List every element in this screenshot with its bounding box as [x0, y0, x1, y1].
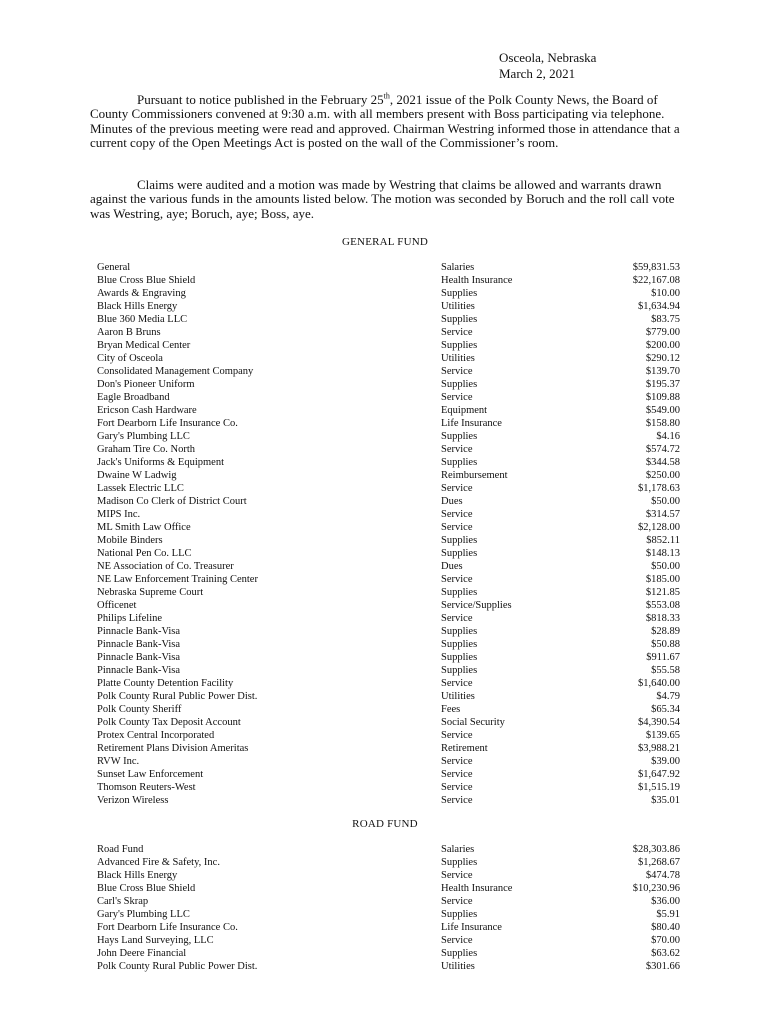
claim-type: Supplies [441, 548, 478, 559]
claim-amount: $1,640.00 [638, 678, 680, 689]
claim-amount: $28,303.86 [632, 844, 680, 855]
claimant-name: General [97, 262, 131, 273]
claim-type: Supplies [441, 340, 478, 351]
claim-type: Salaries [441, 262, 475, 273]
table-row [97, 404, 680, 417]
table-row [97, 599, 680, 612]
claim-amount: $290.12 [645, 353, 680, 364]
claim-amount: $195.37 [645, 379, 680, 390]
table-row [97, 456, 680, 469]
header-date: March 2, 2021 [499, 66, 576, 81]
claimant-name: Advanced Fire & Safety, Inc. [97, 857, 220, 868]
table-row [97, 947, 680, 960]
claim-amount: $148.13 [645, 548, 680, 559]
claimant-name: Thomson Reuters-West [97, 782, 196, 793]
claim-amount: $35.01 [651, 795, 680, 806]
claimant-name: Black Hills Energy [97, 301, 178, 312]
claim-type: Service [441, 483, 473, 494]
claim-type: Supplies [441, 948, 478, 959]
claim-type: Service [441, 935, 473, 946]
paragraph-meeting-notice [90, 93, 690, 151]
claim-amount: $779.00 [645, 327, 680, 338]
table-row [97, 586, 680, 599]
claim-type: Service [441, 366, 473, 377]
claimant-name: Consolidated Management Company [97, 366, 254, 377]
claimant-name: Polk County Tax Deposit Account [97, 717, 241, 728]
claim-amount: $121.85 [645, 587, 680, 598]
claim-type: Supplies [441, 652, 478, 663]
claim-amount: $301.66 [645, 961, 680, 972]
claimant-name: National Pen Co. LLC [97, 548, 192, 559]
claim-type: Supplies [441, 639, 478, 650]
claim-type: Supplies [441, 457, 478, 468]
claim-type: Supplies [441, 857, 478, 868]
table-row [97, 625, 680, 638]
table-row [97, 287, 680, 300]
claim-type: Fees [441, 704, 461, 715]
general-fund-title: GENERAL FUND [341, 236, 429, 248]
claim-amount: $1,647.92 [638, 769, 680, 780]
claim-type: Supplies [441, 909, 478, 920]
table-row [97, 417, 680, 430]
claim-amount: $5.91 [656, 909, 680, 920]
claimant-name: Pinnacle Bank-Visa [97, 665, 181, 676]
claimant-name: Lassek Electric LLC [97, 483, 184, 494]
claim-type: Supplies [441, 431, 478, 442]
table-row [97, 547, 680, 560]
table-row [97, 638, 680, 651]
claim-type: Service [441, 870, 473, 881]
claim-type: Service [441, 730, 473, 741]
claim-amount: $65.34 [651, 704, 680, 715]
table-row [97, 521, 680, 534]
table-row [97, 960, 680, 973]
claim-amount: $139.65 [645, 730, 680, 741]
claimant-name: Blue 360 Media LLC [97, 314, 188, 325]
claim-type: Dues [441, 561, 463, 572]
claim-type: Service [441, 782, 473, 793]
claim-type: Life Insurance [441, 922, 502, 933]
table-row [97, 794, 680, 807]
claim-amount: $314.57 [645, 509, 680, 520]
table-row [97, 895, 680, 908]
table-row [97, 378, 680, 391]
table-row [97, 313, 680, 326]
claim-amount: $50.00 [651, 561, 680, 572]
claimant-name: Mobile Binders [97, 535, 163, 546]
claimant-name: Sunset Law Enforcement [97, 769, 204, 780]
claimant-name: NE Law Enforcement Training Center [97, 574, 258, 585]
claim-amount: $549.00 [645, 405, 680, 416]
claim-amount: $1,515.19 [638, 782, 680, 793]
table-row [97, 274, 680, 287]
claim-amount: $80.40 [651, 922, 680, 933]
claimant-name: Fort Dearborn Life Insurance Co. [97, 922, 238, 933]
claim-type: Supplies [441, 626, 478, 637]
table-row [97, 534, 680, 547]
claimant-name: Jack's Uniforms & Equipment [97, 457, 224, 468]
claim-type: Service [441, 522, 473, 533]
claimant-name: Carl's Skrap [97, 896, 149, 907]
claim-amount: $574.72 [645, 444, 680, 455]
claim-type: Supplies [441, 665, 478, 676]
claim-amount: $83.75 [651, 314, 680, 325]
claim-type: Service [441, 613, 473, 624]
paragraph-claims-motion: Claims were audited and a motion was made by Westring that claims be allowed and warrants drawn against the various funds in the amounts listed below. The motion was seconded by Boruch and the roll call vote was Westring, aye; Boruch, aye; Boss, aye. [90, 177, 675, 221]
table-row [97, 882, 680, 895]
claim-amount: $4,390.54 [638, 717, 680, 728]
claim-amount: $10.00 [651, 288, 680, 299]
claim-amount: $50.00 [651, 496, 680, 507]
claimant-name: Platte County Detention Facility [97, 678, 234, 689]
claim-amount: $109.88 [645, 392, 680, 403]
table-row [97, 482, 680, 495]
table-row [97, 843, 680, 856]
table-row [97, 664, 680, 677]
header-location: Osceola, Nebraska [499, 50, 597, 65]
claim-type: Service [441, 896, 473, 907]
table-row [97, 856, 680, 869]
claimant-name: Black Hills Energy [97, 870, 178, 881]
table-row [97, 742, 680, 755]
claim-amount: $1,268.67 [638, 857, 680, 868]
claimant-name: Protex Central Incorporated [97, 730, 215, 741]
claimant-name: Blue Cross Blue Shield [97, 275, 196, 286]
table-row [97, 508, 680, 521]
claim-type: Utilities [441, 961, 475, 972]
claim-amount: $55.58 [651, 665, 680, 676]
claimant-name: MIPS Inc. [97, 509, 141, 520]
claim-amount: $10,230.96 [632, 883, 680, 894]
claim-type: Service/Supplies [441, 600, 512, 611]
table-row [97, 921, 680, 934]
claim-type: Service [441, 509, 473, 520]
claim-type: Utilities [441, 301, 475, 312]
table-row [97, 326, 680, 339]
claimant-name: Awards & Engraving [97, 288, 186, 299]
claimant-name: RVW Inc. [97, 756, 140, 767]
claim-amount: $185.00 [645, 574, 680, 585]
table-row [97, 443, 680, 456]
claim-amount: $200.00 [645, 340, 680, 351]
claimant-name: ML Smith Law Office [97, 522, 191, 533]
claim-amount: $139.70 [645, 366, 680, 377]
table-row [97, 703, 680, 716]
claimant-name: Polk County Rural Public Power Dist. [97, 961, 258, 972]
claim-amount: $2,128.00 [638, 522, 680, 533]
claim-amount: $1,178.63 [638, 483, 680, 494]
claim-type: Retirement [441, 743, 488, 754]
table-row [97, 339, 680, 352]
table-row [97, 677, 680, 690]
table-row [97, 716, 680, 729]
claim-amount: $250.00 [645, 470, 680, 481]
paragraph1-superscript: th [383, 91, 390, 101]
claim-type: Service [441, 574, 473, 585]
claimant-name: Graham Tire Co. North [97, 444, 195, 455]
claim-amount: $36.00 [651, 896, 680, 907]
table-row [97, 651, 680, 664]
claimant-name: Gary's Plumbing LLC [97, 909, 190, 920]
claim-type: Service [441, 392, 473, 403]
claim-type: Utilities [441, 353, 475, 364]
claim-type: Supplies [441, 288, 478, 299]
claimant-name: Eagle Broadband [97, 392, 170, 403]
road-fund-table [97, 843, 680, 973]
claimant-name: Madison Co Clerk of District Court [97, 496, 247, 507]
claim-amount: $39.00 [651, 756, 680, 767]
claim-type: Social Security [441, 717, 505, 728]
claim-type: Service [441, 795, 473, 806]
paragraph1-part1: Pursuant to notice published in the February 25 [137, 92, 384, 107]
claimant-name: City of Osceola [97, 353, 163, 364]
table-row [97, 300, 680, 313]
claimant-name: Ericson Cash Hardware [97, 405, 197, 416]
claim-type: Supplies [441, 535, 478, 546]
claim-amount: $22,167.08 [632, 275, 680, 286]
claim-amount: $818.33 [645, 613, 680, 624]
claim-amount: $59,831.53 [632, 262, 680, 273]
general-fund-table [97, 261, 680, 807]
claimant-name: Hays Land Surveying, LLC [97, 935, 214, 946]
claim-amount: $63.62 [651, 948, 680, 959]
table-row [97, 352, 680, 365]
claimant-name: Philips Lifeline [97, 613, 163, 624]
claimant-name: Bryan Medical Center [97, 340, 191, 351]
claim-amount: $50.88 [651, 639, 680, 650]
claimant-name: Pinnacle Bank-Visa [97, 639, 181, 650]
table-row [97, 729, 680, 742]
claim-type: Service [441, 678, 473, 689]
claimant-name: Nebraska Supreme Court [97, 587, 204, 598]
claimant-name: Retirement Plans Division Ameritas [97, 743, 249, 754]
table-row [97, 768, 680, 781]
claim-type: Service [441, 769, 473, 780]
claim-amount: $553.08 [645, 600, 680, 611]
claimant-name: Aaron B Bruns [97, 327, 161, 338]
claim-amount: $852.11 [646, 535, 680, 546]
claimant-name: Polk County Sheriff [97, 704, 182, 715]
claim-type: Supplies [441, 587, 478, 598]
table-row [97, 781, 680, 794]
table-row [97, 365, 680, 378]
header-block [499, 50, 596, 82]
claim-amount: $4.16 [656, 431, 680, 442]
claim-type: Salaries [441, 844, 475, 855]
claimant-name: Fort Dearborn Life Insurance Co. [97, 418, 238, 429]
claimant-name: Pinnacle Bank-Visa [97, 626, 181, 637]
claim-type: Health Insurance [441, 883, 513, 894]
table-row [97, 612, 680, 625]
claimant-name: NE Association of Co. Treasurer [97, 561, 234, 572]
claimant-name: Polk County Rural Public Power Dist. [97, 691, 258, 702]
claim-type: Life Insurance [441, 418, 502, 429]
table-row [97, 261, 680, 274]
claimant-name: Gary's Plumbing LLC [97, 431, 190, 442]
table-row [97, 755, 680, 768]
claim-type: Service [441, 444, 473, 455]
claim-amount: $911.67 [646, 652, 680, 663]
claimant-name: Dwaine W Ladwig [97, 470, 177, 481]
table-row [97, 573, 680, 586]
claimant-name: Pinnacle Bank-Visa [97, 652, 181, 663]
claim-amount: $344.58 [645, 457, 680, 468]
table-row [97, 430, 680, 443]
claim-type: Equipment [441, 405, 488, 416]
claim-amount: $3,988.21 [638, 743, 680, 754]
claimant-name: Blue Cross Blue Shield [97, 883, 196, 894]
claim-type: Supplies [441, 379, 478, 390]
road-fund-title: ROAD FUND [352, 818, 418, 830]
table-row [97, 495, 680, 508]
claimant-name: Don's Pioneer Uniform [97, 379, 195, 390]
table-row [97, 934, 680, 947]
claimant-name: Officenet [97, 600, 137, 611]
claim-amount: $474.78 [645, 870, 680, 881]
claim-amount: $70.00 [651, 935, 680, 946]
claim-type: Service [441, 756, 473, 767]
claim-amount: $1,634.94 [638, 301, 680, 312]
claim-type: Reimbursement [441, 470, 508, 481]
claim-amount: $4.79 [656, 691, 680, 702]
claim-type: Service [441, 327, 473, 338]
table-row [97, 391, 680, 404]
table-row [97, 908, 680, 921]
claim-type: Utilities [441, 691, 475, 702]
claim-amount: $28.89 [651, 626, 680, 637]
table-row [97, 869, 680, 882]
claimant-name: Verizon Wireless [97, 795, 169, 806]
table-row [97, 560, 680, 573]
claimant-name: John Deere Financial [97, 948, 187, 959]
table-row [97, 469, 680, 482]
claim-amount: $158.80 [645, 418, 680, 429]
claim-type: Health Insurance [441, 275, 513, 286]
claimant-name: Road Fund [97, 844, 144, 855]
table-row [97, 690, 680, 703]
claim-type: Dues [441, 496, 463, 507]
paragraph1-part2: , 2021 issue of the Polk County News, the Board of County Commissioners convened at 9:30 a.m. with all members present with Boss participating via telephone. Minutes of the previous meeting were read and approved. Chairman Westring informed those in attendance that a current copy of the Open Meetings Act is posted on the wall of the Commissioner’s room. [90, 92, 680, 151]
claim-type: Supplies [441, 314, 478, 325]
